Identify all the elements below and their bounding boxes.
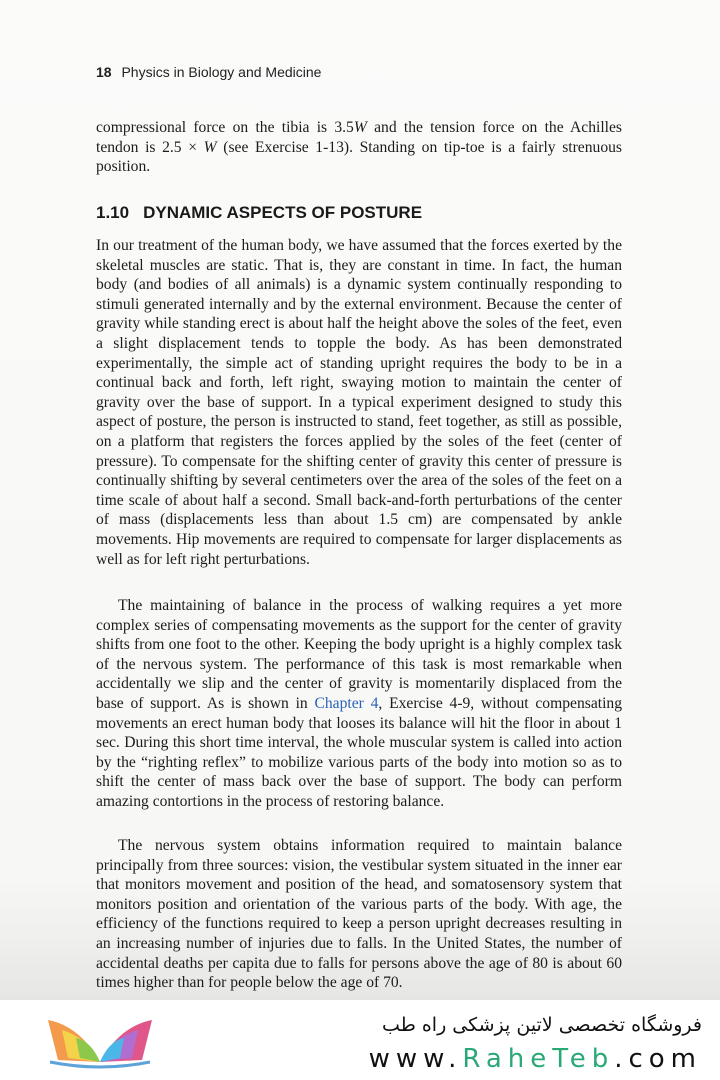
page-number: 18 [96, 64, 112, 80]
store-name: فروشگاه تخصصی لاتین پزشکی راه طب [382, 1014, 702, 1036]
intro-paragraph [96, 118, 622, 177]
intro-text-1: compressional force on the tibia is 3.5 [96, 119, 354, 136]
book-title: Physics in Biology and Medicine [121, 64, 322, 80]
paragraph-2-text-1: The maintaining of balance in the process of walking requires a yet more complex series of compensating movements as the support for the center of gravity shifts from one foot to the other. Keeping the body upright is a highly complex task of the nervous system. The performance of this task is most remarkable when accidentally we slip and the center of gravity is momentarily displaced from the base of support. As is shown in [96, 597, 622, 712]
url-suffix: .com [614, 1044, 702, 1074]
store-url[interactable] [369, 1044, 702, 1074]
intro-text-2: and the tension force on the Achilles tendon is 2.5 × [96, 119, 622, 156]
section-number: 1.10 [96, 203, 130, 222]
open-book-logo-icon [40, 1010, 160, 1070]
intro-text-3: (see Exercise 1-13). Standing on tip-toe is a fairly strenuous position. [96, 138, 622, 176]
chapter-4-link[interactable]: Chapter 4 [314, 694, 379, 712]
weight-symbol: W [353, 119, 367, 136]
running-head [96, 64, 636, 80]
section-title: DYNAMIC ASPECTS OF POSTURE [143, 203, 423, 222]
weight-symbol: W [203, 138, 217, 156]
url-brand: RaheTeb [462, 1044, 615, 1074]
body-paragraph-1: In our treatment of the human body, we have assumed that the forces exerted by the skeletal muscles are static. That is, they are constant in time. In fact, the human body (and bodies of all animals) is a dynamic system continually responding to stimuli generated internally and by the external environment. Because the center of gravity while standing erect is about half the height above the soles of the feet, even a slight displacement tends to topple the body. As has been demonstrated experimentally, the simple act of standing upright requires the body to be in a continual back and forth, left right, swaying motion to maintain the center of gravity over the base of support. In a typical experiment designed to study this aspect of posture, the person is instructed to stand, feet together, as still as possible, on a platform that registers the forces applied by the soles of the feet (center of pressure). To compensate for the shifting center of gravity this center of pressure is continually shifting by several centimeters over the area of the soles of the feet on a time scale of about half a second. Small back-and-forth perturbations of the center of mass (displacements less than about 1.5 cm) are compensated by ankle movements. Hip movements are required to compensate for larger displacements as well as for left right perturbations. [96, 237, 622, 568]
body-paragraph-2 [96, 596, 622, 812]
paragraph-2-text-2: , Exercise 4-9, without compensating movements an erect human body that looses its balance will hit the floor in about 1 sec. During this short time interval, the whole muscular system is called into action by the “righting reflex” to mobilize various parts of the body into motion so as to shift the center of mass back over the base of support. The body can perform amazing contortions in the process of restoring balance. [96, 694, 622, 810]
body-paragraph-3: The nervous system obtains information required to maintain balance principally from three sources: vision, the vestibular system situated in the inner ear that monitors movement and position of the head, and somatosensory system that monitors position and orientation of the various parts of the body. With age, the efficiency of the functions required to keep a person upright decreases resulting in an increasing number of injuries due to falls. In the United States, the number of accidental deaths per capita due to falls for persons above the age of 80 is about 60 times higher than for people below the age of 70. [96, 837, 622, 992]
url-prefix: www. [368, 1044, 463, 1074]
section-heading [96, 203, 636, 223]
